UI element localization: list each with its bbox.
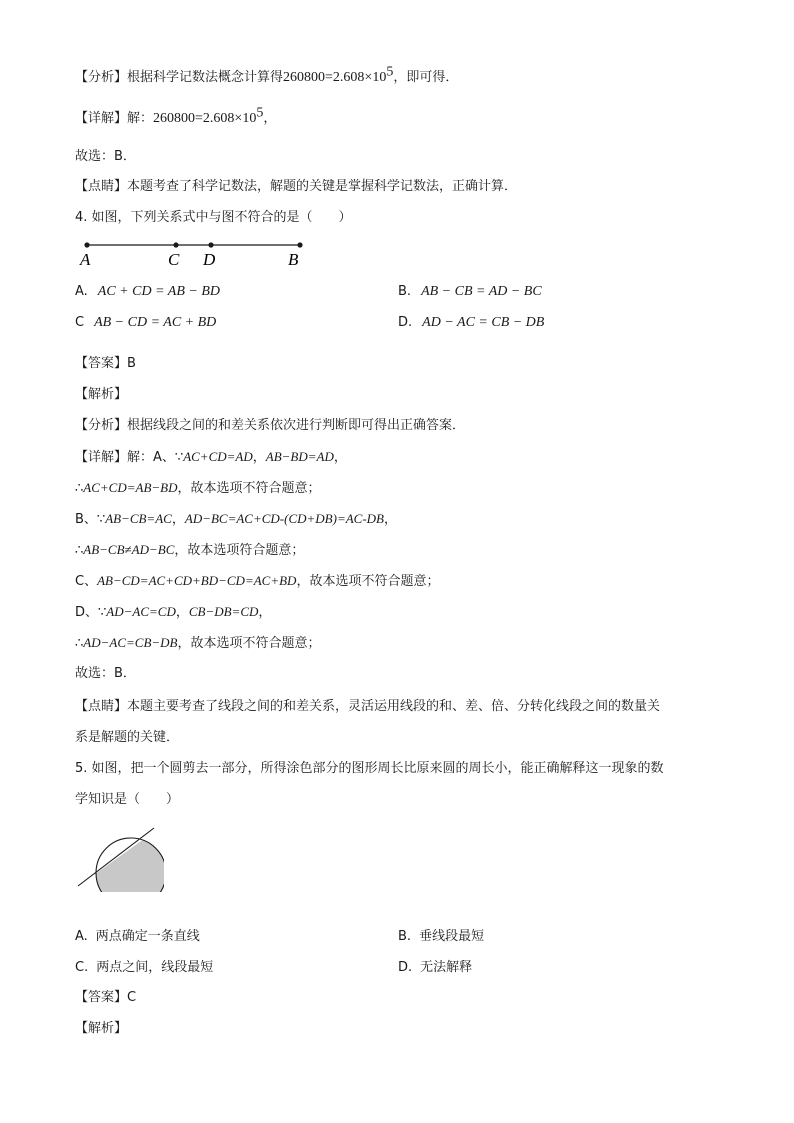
step-prefix: ∴ — [75, 481, 84, 496]
option-text: 垂线段最短 — [419, 929, 485, 944]
option-text: 无法解释 — [420, 960, 473, 975]
q4-segment-figure — [76, 236, 316, 272]
q4-step-a — [75, 479, 321, 498]
q4-comment — [75, 698, 660, 716]
option-letter: A. — [75, 284, 88, 299]
analysis-tag: 【分析】 — [75, 418, 128, 433]
step-prefix: D、∵ — [75, 605, 107, 620]
q5-cut-circle-figure — [74, 822, 164, 892]
separator: ， — [333, 450, 347, 465]
point-d-dot — [208, 242, 213, 247]
q4-analysis — [75, 417, 465, 435]
step-expr: AC+CD=AB−BD — [83, 480, 178, 495]
q4-option-c — [75, 314, 216, 332]
q4-option-b — [398, 283, 542, 301]
analysis-text: 根据线段之间的和差关系依次进行判断即可得出正确答案． — [127, 418, 466, 433]
point-c-dot — [173, 242, 178, 247]
comment-text: 本题考查了科学记数法，解题的关键是掌握科学记数法，正确计算． — [127, 179, 518, 194]
step-suffix: ，故本选项不符合题意； — [177, 481, 321, 496]
q5-option-c — [75, 959, 213, 977]
option-letter: C. — [75, 960, 89, 975]
step-expr: AD−BC=AC+CD-(CD+DB)=AC-DB — [184, 511, 384, 526]
option-expr: AB − CB = AD − BC — [421, 284, 542, 299]
q4-step-b-conclusion — [75, 541, 304, 560]
q5-option-d — [398, 959, 472, 977]
option-text: 两点确定一条直线 — [95, 929, 200, 944]
separator: ， — [175, 605, 189, 620]
step-suffix: ， — [258, 605, 272, 620]
option-expr: AC + CD = AB − BD — [97, 284, 220, 299]
q4-step-d — [75, 603, 271, 622]
point-a-dot — [84, 242, 89, 247]
detail-line — [75, 105, 277, 128]
detail-text: 解：A、∵ — [127, 450, 184, 465]
separator: ， — [171, 512, 185, 527]
detail-expr: AC+CD=AD — [183, 449, 253, 464]
point-a-label: A — [80, 250, 91, 269]
step-suffix: ，故本选项不符合题意； — [177, 636, 321, 651]
q5-answer: 【答案】C — [75, 990, 137, 1005]
step-prefix: ∴ — [75, 636, 84, 651]
detail-exponent: 5 — [256, 105, 264, 121]
option-letter: D. — [398, 960, 413, 975]
step-suffix: ， — [384, 512, 398, 527]
detail-text: 解： — [127, 111, 154, 126]
option-expr: AB − CD = AC + BD — [94, 315, 217, 330]
step-expr: CB−DB=CD — [188, 604, 259, 619]
step-expr: AB−CB≠AD−BC — [83, 542, 175, 557]
detail-expr: AB−BD=AD — [265, 449, 334, 464]
q5-stem-cont: 学知识是（ ） — [75, 792, 180, 807]
q5-stem: 5. 如图，把一个圆剪去一部分，所得涂色部分的图形周长比原来圆的周长小，能正确解释这一现象的数 — [75, 761, 664, 776]
step-expr: AD−AC=CD — [106, 604, 176, 619]
comment-text: 本题主要考查了线段之间的和差关系，灵活运用线段的和、差、倍、分转化线段之间的数量关 — [127, 699, 661, 714]
q5-option-b — [398, 928, 484, 946]
point-b-label: B — [288, 250, 299, 269]
option-letter: A. — [75, 929, 88, 944]
analysis-expr: 260800=2.608×10 — [283, 70, 387, 85]
analysis-line — [75, 64, 459, 87]
option-letter: D. — [398, 315, 413, 330]
q4-choose: 故选：B． — [75, 666, 136, 681]
option-letter: B. — [398, 929, 412, 944]
point-b-dot — [297, 242, 302, 247]
point-c-label: C — [168, 250, 180, 269]
step-suffix: ，故本选项符合题意； — [174, 543, 305, 558]
step-expr: AB−CB=AC — [105, 511, 172, 526]
q5-option-a — [75, 928, 200, 946]
option-letter: B. — [398, 284, 412, 299]
option-text: 两点之间，线段最短 — [96, 960, 214, 975]
separator: ， — [252, 450, 266, 465]
step-expr: AB−CD=AC+CD+BD−CD=AC+BD — [97, 573, 297, 588]
q4-jiexi: 【解析】 — [75, 387, 128, 402]
step-expr: AD−AC=CB−DB — [83, 635, 178, 650]
point-d-label: D — [203, 250, 216, 269]
comment-line — [75, 178, 517, 196]
q4-option-a — [75, 283, 220, 301]
analysis-tag: 【分析】 — [75, 70, 128, 85]
q4-step-d-conclusion — [75, 634, 321, 653]
analysis-text: 根据科学记数法概念计算得 — [127, 70, 284, 85]
q4-step-c — [75, 572, 439, 591]
step-prefix: C、 — [75, 574, 98, 589]
step-suffix: ，故本选项不符合题意； — [296, 574, 440, 589]
q4-step-b — [75, 510, 397, 529]
comment-tag: 【点睛】 — [75, 699, 128, 714]
comment-tag: 【点睛】 — [75, 179, 128, 194]
detail-expr: 260800=2.608×10 — [153, 111, 257, 126]
step-prefix: B、∵ — [75, 512, 106, 527]
q4-comment-cont: 系是解题的关键． — [75, 730, 180, 745]
detail-tail: ， — [263, 111, 277, 126]
choose-line: 故选：B． — [75, 149, 136, 164]
option-letter: C — [75, 315, 85, 330]
analysis-exponent: 5 — [386, 64, 394, 80]
q4-answer: 【答案】B — [75, 356, 136, 371]
q4-detail — [75, 448, 347, 467]
option-expr: AD − AC = CB − DB — [422, 315, 545, 330]
detail-tag: 【详解】 — [75, 450, 128, 465]
step-prefix: ∴ — [75, 543, 84, 558]
analysis-tail: ，即可得． — [393, 70, 459, 85]
q4-option-d — [398, 314, 544, 332]
detail-tag: 【详解】 — [75, 111, 128, 126]
q5-jiexi: 【解析】 — [75, 1021, 128, 1036]
q4-stem: 4. 如图，下列关系式中与图不符合的是（ ） — [75, 210, 352, 225]
